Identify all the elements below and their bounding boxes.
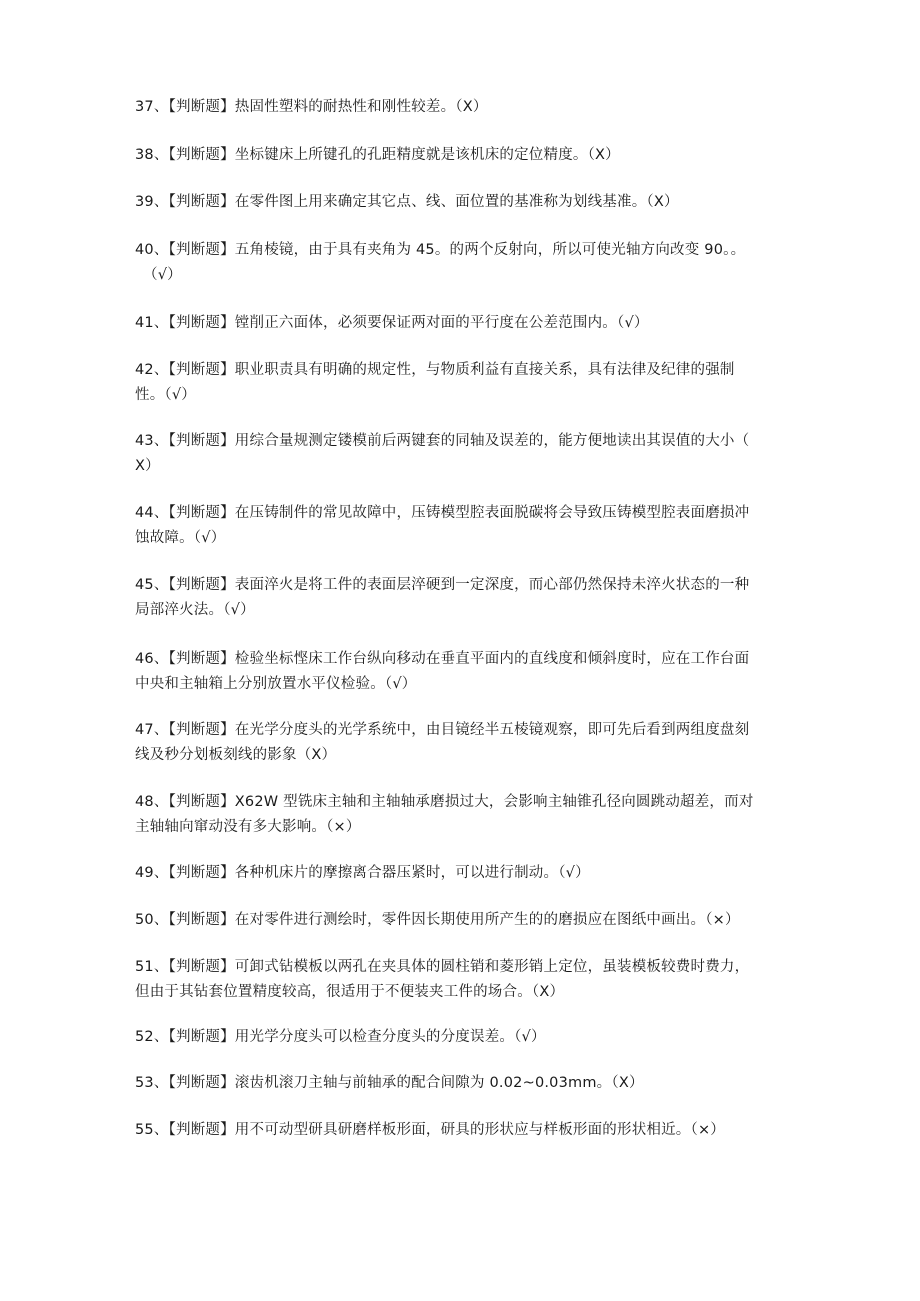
question-text-continued: 局部淬火法。（√） (135, 602, 255, 618)
question-text: 49、【判断题】各种机床片的摩擦离合器压紧时，可以进行制动。（√） (135, 865, 590, 881)
question-38 (135, 143, 790, 168)
question-text: 42、【判断题】职业职责具有明确的规定性，与物质利益有直接关系，具有法律及纪律的强制 (135, 362, 735, 378)
question-text: 37、【判断题】热固性塑料的耐热性和刚性较差。（X） (135, 99, 488, 115)
question-text: 46、【判断题】检验坐标悭床工作台纵向移动在垂直平面内的直线度和倾斜度时，应在工作台面 (135, 651, 750, 667)
question-text-continued: 但由于其钻套位置精度较高，很适用于不便装夹工件的场合。（X） (135, 984, 565, 1000)
question-42 (135, 358, 790, 408)
question-text: 40、【判断题】五角棱镜，由于具有夹角为 45。的两个反射向，所以可使光轴方向改变 90。。 (135, 242, 746, 258)
question-text: 50、【判断题】在对零件进行测绘时，零件因长期使用所产生的的磨损应在图纸中画出。（×） (135, 912, 740, 928)
question-text-continued: 中央和主轴箱上分别放置水平仪检验。（√） (135, 676, 417, 692)
question-49 (135, 861, 790, 886)
question-text: 52、【判断题】用光学分度头可以检查分度头的分度误差。（√） (135, 1029, 546, 1045)
question-text: 44、【判断题】在压铸制件的常见故障中，压铸模型腔表面脱碳将会导致压铸模型腔表面磨损冲 (135, 505, 750, 521)
question-text: 47、【判断题】在光学分度头的光学系统中，由目镜经半五棱镜观察，即可先后看到两组度盘刻 (135, 722, 750, 738)
question-text-continued: 线及秒分划板刻线的影象（X） (135, 747, 337, 763)
question-45 (135, 573, 790, 623)
question-43 (135, 429, 790, 479)
question-55 (135, 1118, 790, 1143)
question-50 (135, 908, 790, 933)
question-53 (135, 1071, 790, 1096)
question-text: 45、【判断题】表面淬火是将工件的表面层淬硬到一定深度，而心部仍然保持未淬火状态的一种 (135, 577, 750, 593)
question-40 (135, 238, 790, 288)
question-46 (135, 647, 790, 697)
question-text-continued: 主轴轴向窜动没有多大影响。（×） (135, 819, 361, 835)
question-text-continued: 性。（√） (135, 387, 196, 403)
question-text-continued: （√） (143, 267, 182, 283)
question-text: 39、【判断题】在零件图上用来确定其它点、线、面位置的基准称为划线基准。（X） (135, 194, 679, 210)
question-51 (135, 955, 790, 1005)
question-text: 48、【判断题】X62W 型铣床主轴和主轴轴承磨损过大，会影响主轴锥孔径向圆跳动超差，而对 (135, 794, 754, 810)
question-text: 51、【判断题】可卸式钻模板以两孔在夹具体的圆柱销和菱形销上定位，虽装模板较费时费力， (135, 959, 750, 975)
question-text: 41、【判断题】镗削正六面体，必须要保证两对面的平行度在公差范围内。（√） (135, 315, 649, 331)
question-text: 55、【判断题】用不可动型研具研磨样板形面，研具的形状应与样板形面的形状相近。（×） (135, 1122, 725, 1138)
question-48 (135, 790, 790, 840)
question-37 (135, 95, 790, 120)
question-text-continued: X） (135, 458, 160, 474)
question-text-continued: 蚀故障。（√） (135, 530, 226, 546)
question-text: 43、【判断题】用综合量规测定镂模前后两键套的同轴及误差的，能方便地读出其误值的大小（ (135, 433, 750, 449)
question-44 (135, 501, 790, 551)
question-47 (135, 718, 790, 768)
question-39 (135, 190, 790, 215)
question-text: 53、【判断题】滚齿机滚刀主轴与前轴承的配合间隙为 0.02~0.03mm。（X） (135, 1075, 644, 1091)
question-41 (135, 311, 790, 336)
question-52 (135, 1025, 790, 1050)
question-text: 38、【判断题】坐标键床上所键孔的孔距精度就是该机床的定位精度。（X） (135, 147, 620, 163)
